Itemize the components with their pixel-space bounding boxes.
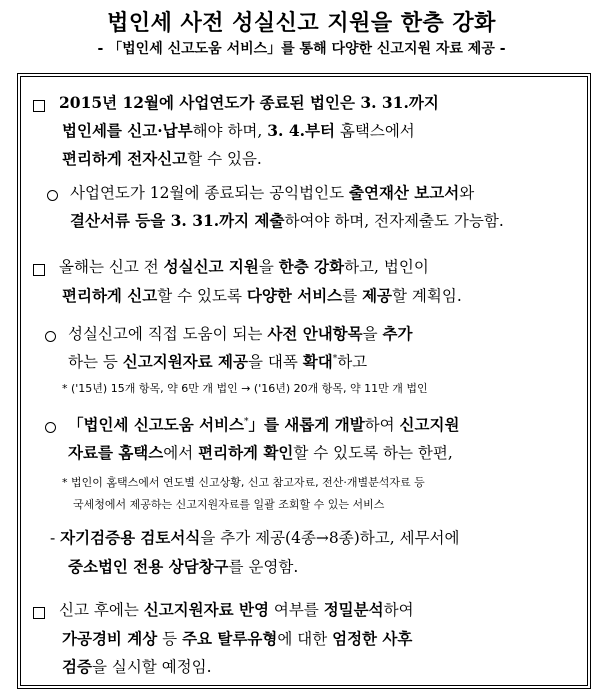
circle-bullet-icon bbox=[45, 418, 56, 437]
sec2-line1: 올해는 신고 전 성실신고 지원을 한층 강화하고, 법인이 bbox=[59, 257, 429, 276]
sec1-sub-line1: 사업연도가 12월에 종료되는 공익법인도 출연재산 보고서와 bbox=[70, 183, 475, 202]
footnote-2-line2: 국세청에서 제공하는 신고지원자료를 일괄 조회할 수 있는 서비스 bbox=[73, 498, 385, 511]
page-subtitle: - 「법인세 신고도움 서비스」를 통해 다양한 신고지원 자료 제공 - bbox=[97, 41, 506, 57]
sec2-dash-line1: - 자기검증용 검토서식을 추가 제공(4종→8종)하고, 세무서에 bbox=[50, 528, 460, 547]
sec1-line1: 2015년 12월에 사업연도가 종료된 법인은 3. 31.까지 bbox=[59, 93, 439, 112]
page-title: 법인세 사전 성실신고 지원을 한층 강화 bbox=[107, 11, 496, 36]
sec3-line1: 신고 후에는 신고지원자료 반영 여부를 정밀분석하여 bbox=[59, 600, 414, 619]
sec2-dash-line2: 중소법인 전용 상담창구를 운영함. bbox=[68, 557, 299, 576]
checkbox-square-icon bbox=[33, 260, 45, 279]
circle-bullet-icon bbox=[47, 186, 58, 205]
sec2-sub1-line2: 하는 등 신고지원자료 제공을 대폭 확대*하고 bbox=[68, 352, 368, 371]
checkbox-square-icon bbox=[33, 603, 45, 622]
sec3-line2: 가공경비 계상 등 주요 탈루유형에 대한 엄정한 사후 bbox=[62, 629, 413, 648]
footnote-2-line1: * 법인이 홈택스에서 연도별 신고상황, 신고 참고자료, 전산·개별분석자료 등 bbox=[62, 476, 425, 489]
sec2-line2: 편리하게 신고할 수 있도록 다양한 서비스를 제공할 계획임. bbox=[62, 286, 462, 305]
sec2-sub1-line1: 성실신고에 직접 도움이 되는 사전 안내항목을 추가 bbox=[68, 324, 413, 343]
sec3-line3: 검증을 실시할 예정임. bbox=[62, 657, 212, 676]
sec2-sub2-line1: 「법인세 신고도움 서비스*」를 새롭게 개발하여 신고지원 bbox=[68, 415, 460, 434]
checkbox-square-icon bbox=[33, 96, 45, 115]
circle-bullet-icon bbox=[45, 327, 56, 346]
sec1-sub-line2: 결산서류 등을 3. 31.까지 제출하여야 하며, 전자제출도 가능함. bbox=[70, 211, 504, 230]
sec2-sub2-line2: 자료를 홈택스에서 편리하게 확인할 수 있도록 하는 한편, bbox=[68, 443, 453, 462]
sec1-line2: 법인세를 신고·납부해야 하며, 3. 4.부터 홈택스에서 bbox=[62, 121, 415, 140]
footnote-1: * ('15년) 15개 항목, 약 6만 개 법인 → ('16년) 20개 항목, 약 11만 개 법인 bbox=[62, 382, 428, 395]
sec1-line3: 편리하게 전자신고할 수 있음. bbox=[62, 149, 262, 168]
